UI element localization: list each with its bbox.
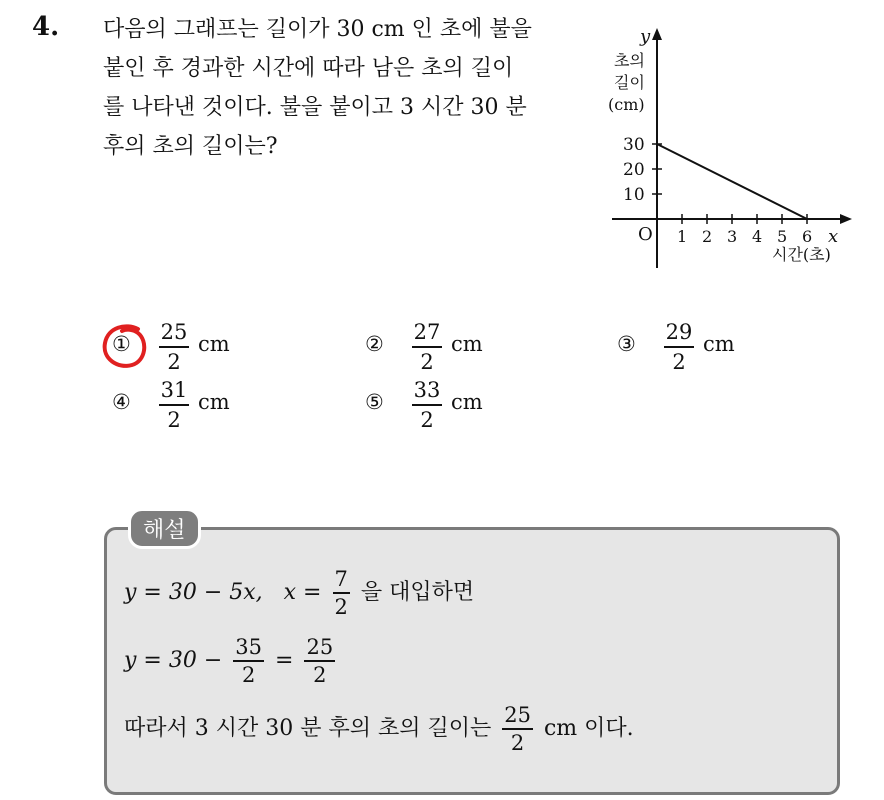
numerator: 25: [504, 703, 531, 727]
inline-fraction: [333, 566, 350, 620]
unit: cm: [198, 332, 230, 356]
choice-fraction: [661, 318, 697, 376]
numerator: 25: [160, 320, 188, 344]
x-tick-label: 1: [677, 227, 688, 246]
y-label-line: (cm): [608, 95, 645, 114]
unit: cm: [198, 390, 230, 414]
x-tick-label: 6: [802, 227, 813, 246]
y-axis-letter: y: [640, 26, 651, 47]
x-tick-label: 3: [727, 227, 738, 246]
length-line: [657, 144, 807, 219]
denominator: 2: [420, 350, 434, 374]
question-line: 다음의 그래프는 길이가 30 cm 인 초에 불을: [103, 17, 532, 42]
denominator: 2: [334, 595, 348, 619]
solution-line-2: [124, 634, 339, 688]
question-line: 후의 초의 길이는?: [103, 134, 278, 159]
denominator: 2: [510, 731, 525, 755]
y-label-line: 초의: [614, 51, 645, 70]
denominator: 2: [167, 350, 181, 374]
equals-sign: =: [275, 648, 294, 673]
inline-fraction: [502, 702, 533, 756]
y-tick-label: 20: [623, 160, 645, 180]
y-axis-arrow: [652, 28, 662, 40]
x-tick-label: 2: [702, 227, 713, 246]
numerator: 29: [665, 320, 693, 344]
equation-part: y = 30 −: [124, 648, 223, 673]
denominator: 2: [167, 408, 181, 432]
choice-mark: ④: [112, 390, 131, 414]
denominator: 2: [420, 408, 434, 432]
denominator: 2: [241, 663, 256, 687]
denominator: 2: [313, 663, 327, 687]
y-tick-label: 10: [623, 185, 645, 205]
equation-part: cm 이다.: [543, 716, 634, 741]
equation-part: 따라서 3 시간 30 분 후의 초의 길이는: [124, 716, 492, 741]
question-text: [103, 10, 588, 166]
x-axis-label: 시간(초): [772, 245, 831, 264]
equation-part: 을 대입하면: [360, 580, 475, 605]
numerator: 35: [235, 635, 263, 659]
numerator: 27: [413, 320, 441, 344]
equation-part: y = 30 − 5x,: [124, 580, 263, 605]
denominator: 2: [672, 350, 686, 374]
unit: cm: [703, 332, 735, 356]
numerator: 33: [413, 378, 441, 402]
y-tick-label: 30: [623, 135, 645, 155]
question-line: 붙인 후 경과한 시간에 따라 남은 초의 길이: [103, 56, 514, 81]
inline-fraction: [304, 634, 335, 688]
unit: cm: [451, 390, 483, 414]
y-label-line: 길이: [614, 73, 645, 92]
numerator: 31: [160, 378, 188, 402]
choice-fraction: [156, 376, 192, 434]
choice-fraction: [156, 318, 192, 376]
question-line: 를 나타낸 것이다. 불을 붙이고 3 시간 30 분: [103, 95, 527, 120]
unit: cm: [451, 332, 483, 356]
solution-line-3: [124, 702, 634, 756]
x-axis-arrow: [840, 214, 852, 224]
numerator: 25: [306, 635, 334, 659]
origin-label: O: [638, 224, 653, 245]
choice-mark: ②: [365, 332, 384, 356]
solution-label: 해설: [128, 508, 201, 549]
choice-fraction: [409, 376, 445, 434]
question-number: 4.: [32, 12, 60, 42]
choice-fraction: [409, 318, 445, 376]
inline-fraction: [233, 634, 264, 688]
x-axis-letter: x: [828, 226, 839, 247]
choice-mark: ①: [112, 332, 131, 356]
x-tick-label: 5: [777, 227, 788, 246]
solution-line-1: [124, 566, 474, 620]
equation-part: x =: [283, 580, 322, 605]
choice-mark: ⑤: [365, 390, 384, 414]
choice-mark: ③: [617, 332, 636, 356]
x-tick-label: 4: [752, 227, 763, 246]
numerator: 7: [334, 567, 348, 591]
candle-length-graph: [600, 20, 860, 280]
